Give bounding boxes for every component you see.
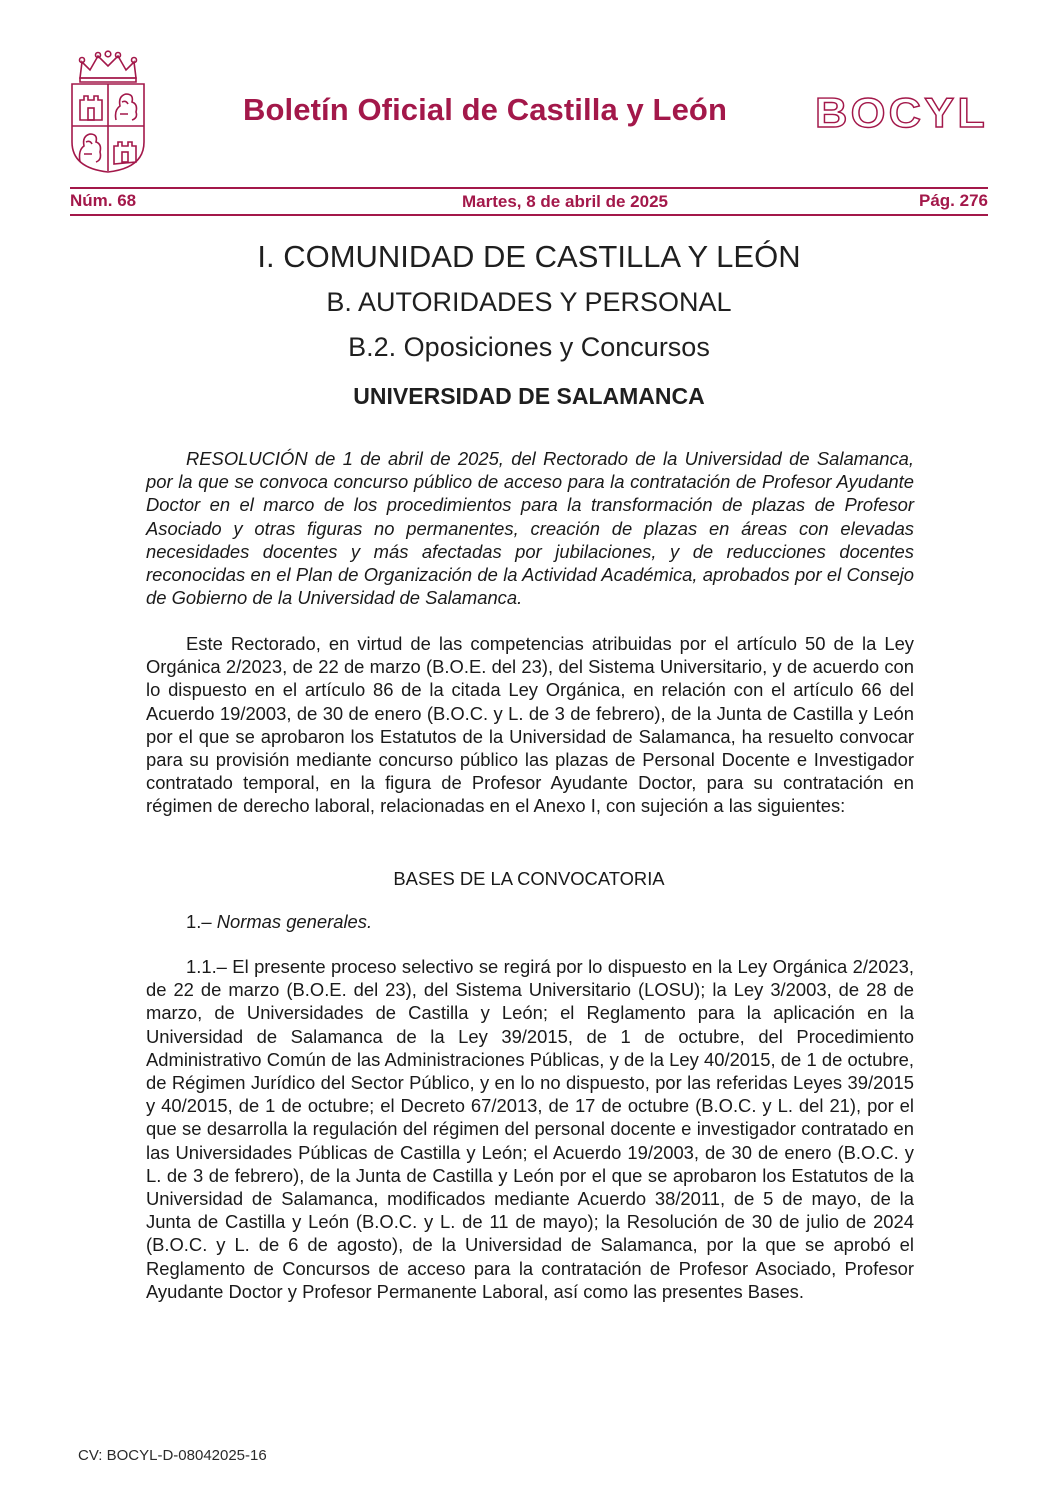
bases-heading: BASES DE LA CONVOCATORIA <box>393 868 665 889</box>
intro-paragraph: Este Rectorado, en virtud de las competencias atribuidas por el artículo 50 de la Ley Orgánica 2/2023, de 22 de marzo (B.O.E. del 23), del Sistema Universitario, y de acuerdo con lo dispuesto en el artículo 86 de la citada Ley Orgánica, en relación con el artículo 66 del Acuerdo 19/2003, de 30 de enero (B.O.C. y L. de 3 de febrero), de la Junta de Castilla y León por el que se aprobaron los Estatutos de la Universidad de Salamanca, ha resuelto convocar para su provisión mediante concurso público las plazas de Personal Docente e Investigador contratado temporal, en la figura de Profesor Ayudante Doctor, para su contratación en régimen de derecho laboral, relacionadas en el Anexo I, con sujeción a las siguientes: <box>146 633 914 817</box>
section1-1-paragraph: 1.1.– El presente proceso selectivo se regirá por lo dispuesto en la Ley Orgánica 2/2023, de 22 de marzo (B.O.E. del 23), del Sistema Universitario (LOSU); la Ley 3/2003, de 28 de marzo, de Universidades de Castilla y León; el Reglamento para la aplicación en la Universidad de Salamanca de la Ley 39/2015, de 1 de octubre, del Procedimiento Administrativo Común de las Administraciones Públicas, y de la Ley 40/2015, de 1 de octubre, de Régimen Jurídico del Sector Público, y en lo no dispuesto, por las referidas Leyes 39/2015 y 40/2015, de 1 de octubre; el Decreto 67/2013, de 17 de octubre (B.O.C. y L. del 21), por el que se desarrolla la regulación del régimen del personal docente e investigador contratado en las Universidades Públicas de Castilla y León; el Acuerdo 19/2003, de 30 de enero (B.O.C. y L. de 3 de febrero), de la Junta de Castilla y León por el que se aprobaron los Estatutos de la Universidad de Salamanca, modificados mediante Acuerdo 38/2011, de 5 de mayo, de la Junta de Castilla y León (B.O.C. y L. de 11 de mayo); la Resolución de 30 de julio de 2024 (B.O.C. y L. de 6 de agosto), de la Universidad de Salamanca, por la que se aprobó el Reglamento de Concursos de acceso para la contratación de Profesor Asociado, Profesor Ayudante Doctor y Profesor Permanente Laboral, así como las presentes Bases. <box>146 956 914 1302</box>
section1-title: Normas generales. <box>216 911 373 932</box>
bulletin-title: Boletín Oficial de Castilla y León <box>243 92 728 127</box>
resolution-summary: RESOLUCIÓN de 1 de abril de 2025, del Rectorado de la Universidad de Salamanca, por la que se convoca concurso público de acceso para la contratación de Profesor Ayudante Doctor en el marco de los procedimientos para la transformación de plazas de Profesor Asociado y otras figuras no permanentes, creación de plazas en áreas con elevadas necesidades docentes y más afectadas por jubilaciones, y de reducciones docentes reconocidas en el Plan de Organización de la Actividad Académica, aprobados por el Consejo de Gobierno de la Universidad de Salamanca. <box>146 448 914 609</box>
section1-number: 1.– <box>186 911 212 932</box>
section-heading-level2: B. AUTORIDADES Y PERSONAL <box>326 287 732 317</box>
issue-number: Núm. 68 <box>70 191 137 210</box>
issue-date: Martes, 8 de abril de 2025 <box>462 192 668 211</box>
header-rule-top <box>70 187 988 189</box>
header-rule-bottom <box>70 214 988 216</box>
section-heading-level3: B.2. Oposiciones y Concursos <box>348 332 710 362</box>
page-number: Pág. 276 <box>919 191 988 210</box>
coat-of-arms-icon <box>68 50 148 174</box>
section-heading-level1: I. COMUNIDAD DE CASTILLA Y LEÓN <box>257 239 801 274</box>
bocyl-logo-text: BOCYL <box>815 93 988 133</box>
section1-heading <box>186 911 372 933</box>
bocyl-logo <box>815 93 990 133</box>
issuer-heading: UNIVERSIDAD DE SALAMANCA <box>353 383 705 409</box>
cv-code: CV: BOCYL-D-08042025-16 <box>78 1447 267 1464</box>
